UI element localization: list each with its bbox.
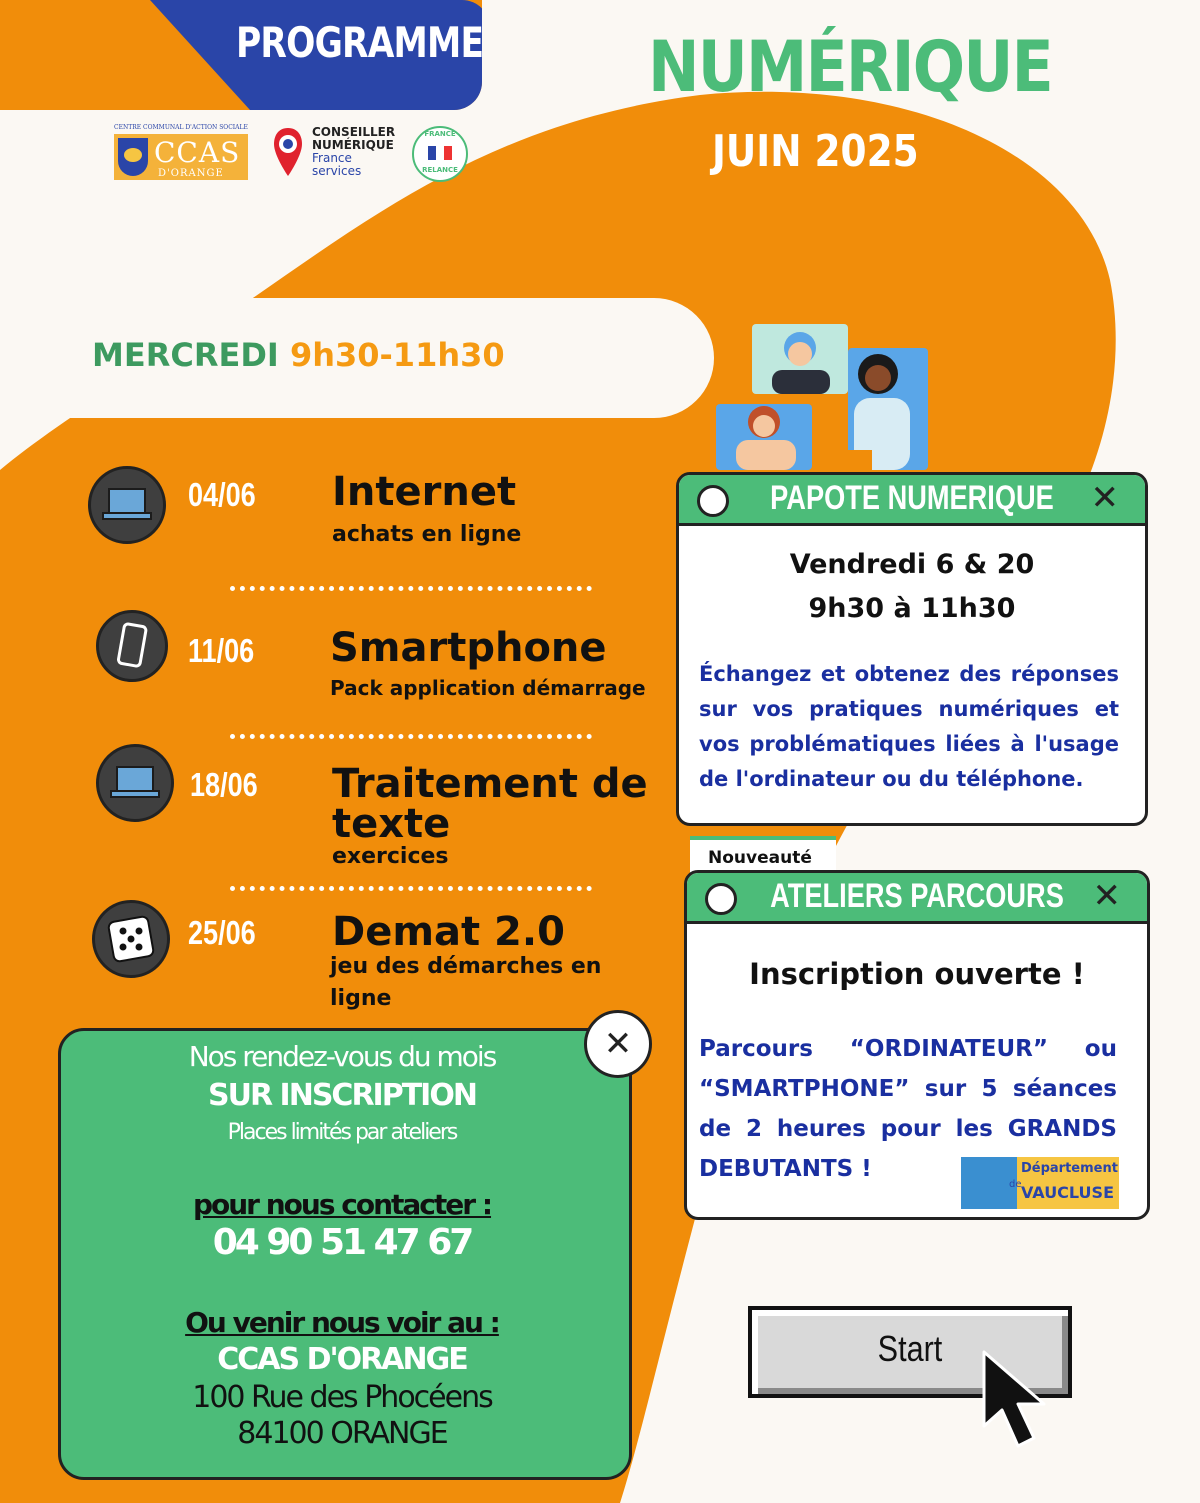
time-label: 9h30-11h30 bbox=[289, 336, 505, 374]
laptop-icon bbox=[96, 744, 174, 822]
smartphone-icon bbox=[96, 610, 168, 682]
vaucluse-logo bbox=[961, 1157, 1119, 1209]
session-title: Smartphone bbox=[330, 625, 607, 671]
nouveaute-label: Nouveauté bbox=[708, 848, 812, 868]
cn-line4: services bbox=[312, 164, 362, 178]
visit-label: Ou venir nous voir au : bbox=[185, 1306, 499, 1339]
ateliers-headline: Inscription ouverte ! bbox=[749, 957, 1085, 991]
window-title: PAPOTE NUMERIQUE bbox=[770, 479, 1054, 517]
laptop-icon bbox=[88, 466, 166, 544]
relance-bottom-text: RELANCE bbox=[422, 166, 458, 174]
session-subtitle-line1: jeu des démarches en bbox=[330, 954, 602, 979]
papote-time: 9h30 à 11h30 bbox=[808, 593, 1016, 624]
ccas-logo-subtext: D'ORANGE bbox=[158, 168, 224, 179]
vaucluse-top-text: Département bbox=[1021, 1161, 1118, 1176]
cn-line1: CONSEILLER bbox=[312, 125, 396, 139]
ccas-logo-caption: CENTRE COMMUNAL D'ACTION SOCIALE bbox=[114, 124, 248, 131]
session-date: 11/06 bbox=[188, 632, 255, 669]
contact-intro: Nos rendez-vous du mois bbox=[188, 1040, 496, 1073]
day-label: MERCREDI bbox=[92, 336, 279, 374]
nouveaute-tab bbox=[690, 836, 836, 874]
conseiller-numerique-logo bbox=[312, 126, 395, 178]
divider bbox=[230, 586, 592, 591]
contact-places: Places limités par ateliers bbox=[227, 1120, 457, 1145]
coat-of-arms-icon bbox=[118, 138, 148, 176]
cn-line3: France bbox=[312, 151, 352, 165]
cursor-arrow-icon bbox=[978, 1348, 1068, 1452]
window-titlebar bbox=[679, 475, 1145, 526]
programme-label: PROGRAMME bbox=[236, 18, 484, 67]
divider bbox=[230, 886, 592, 891]
close-icon[interactable]: ✕ bbox=[1090, 478, 1119, 518]
session-title-line2: texte bbox=[332, 801, 451, 847]
contact-address-city: 84100 ORANGE bbox=[237, 1416, 447, 1451]
papote-day: Vendredi 6 & 20 bbox=[789, 549, 1035, 580]
vaucluse-de-text: de bbox=[1009, 1179, 1022, 1190]
contact-org: CCAS D'ORANGE bbox=[217, 1342, 467, 1377]
vaucluse-bottom-text: VAUCLUSE bbox=[1021, 1183, 1114, 1202]
contact-phone[interactable]: 04 90 51 47 67 bbox=[212, 1222, 472, 1263]
video-call-illustration bbox=[716, 322, 930, 472]
contact-inscription: SUR INSCRIPTION bbox=[208, 1078, 476, 1113]
contact-label: pour nous contacter : bbox=[192, 1188, 492, 1221]
session-date: 25/06 bbox=[188, 914, 256, 951]
dice-icon bbox=[92, 900, 170, 978]
location-pin-icon bbox=[272, 126, 304, 178]
page-title: NUMÉRIQUE bbox=[648, 26, 1052, 108]
papote-description: Échangez et obtenez des réponses sur vos pratiques numériques et vos problématiques liées à l'usage de l'ordinateur ou du téléphone. bbox=[699, 662, 1119, 791]
contact-address-street: 100 Rue des Phocéens bbox=[192, 1380, 492, 1415]
france-relance-logo bbox=[412, 126, 468, 182]
window-titlebar bbox=[687, 873, 1147, 924]
ccas-logo-text: CCAS bbox=[154, 136, 241, 169]
page-subtitle: JUIN 2025 bbox=[712, 126, 919, 177]
session-subtitle-line2: ligne bbox=[330, 986, 392, 1011]
wednesday-schedule bbox=[92, 336, 505, 374]
french-flag-icon bbox=[428, 146, 452, 160]
close-icon[interactable]: ✕ bbox=[584, 1010, 652, 1078]
start-button-label: Start bbox=[877, 1328, 943, 1369]
papote-window bbox=[676, 472, 1148, 826]
cn-line2: NUMÉRIQUE bbox=[312, 138, 394, 152]
ccas-logo bbox=[114, 124, 250, 182]
window-title: ATELIERS PARCOURS bbox=[770, 877, 1064, 915]
session-date: 04/06 bbox=[188, 476, 256, 513]
session-title: Internet bbox=[332, 469, 517, 515]
session-date: 18/06 bbox=[190, 766, 258, 803]
relance-top-text: FRANCE bbox=[424, 130, 456, 138]
window-circle-icon[interactable] bbox=[697, 485, 729, 517]
ateliers-description: Parcours “ORDINATEUR” ou “SMARTPHONE” sur 5 séances de 2 heures pour les GRANDS DEBUTANTS ! bbox=[699, 1036, 1117, 1182]
session-subtitle: exercices bbox=[332, 844, 449, 869]
session-title-line1: Traitement de bbox=[332, 761, 648, 807]
divider bbox=[230, 734, 592, 739]
close-icon[interactable]: ✕ bbox=[1092, 876, 1121, 916]
ateliers-window bbox=[684, 870, 1150, 1220]
session-title: Demat 2.0 bbox=[332, 909, 565, 955]
session-subtitle: achats en ligne bbox=[332, 522, 522, 547]
session-subtitle: Pack application démarrage bbox=[330, 676, 646, 700]
